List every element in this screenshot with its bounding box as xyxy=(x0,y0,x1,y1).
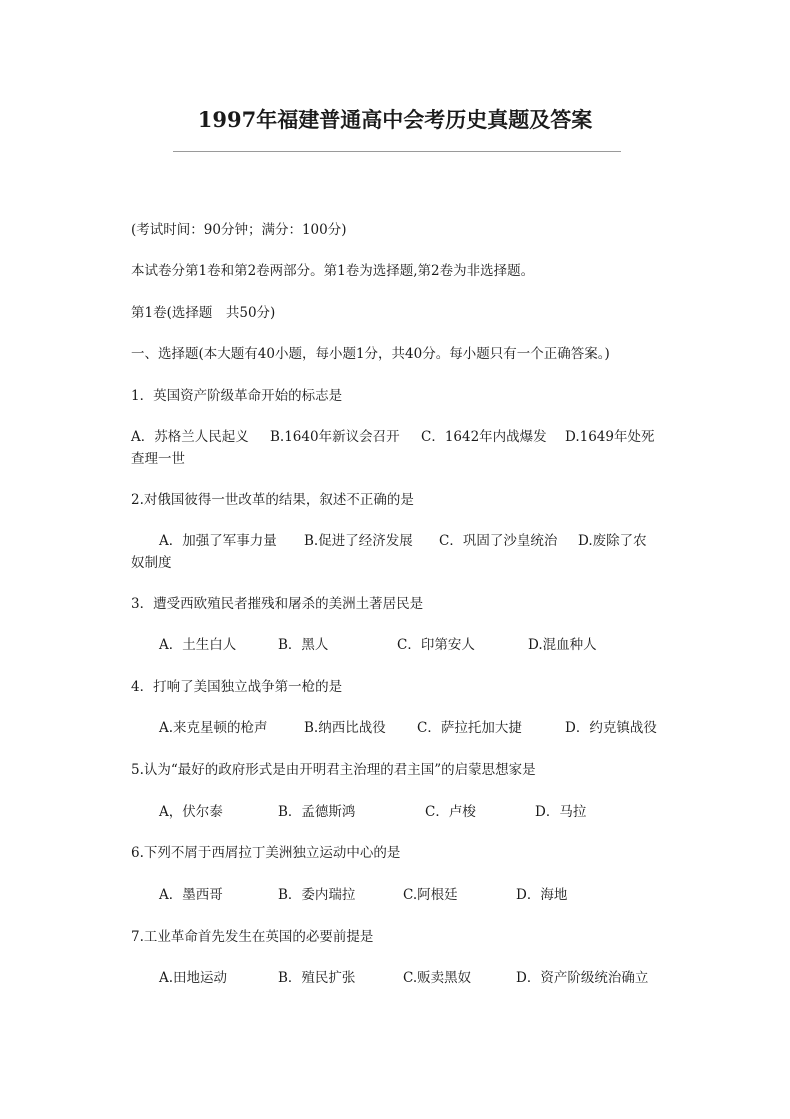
q7-option-c: C.贩卖黑奴 xyxy=(403,970,472,986)
q7-option-b: B．殖民扩张 xyxy=(278,970,356,986)
q6-option-c: C.阿根廷 xyxy=(403,887,458,903)
q5-option-c: C．卢梭 xyxy=(425,804,476,820)
q3-option-c: C．印第安人 xyxy=(397,637,475,653)
q7-option-d: D．资产阶级统治确立 xyxy=(516,970,649,986)
q1-option-d-continued: 查理一世 xyxy=(131,451,185,467)
q2-option-d: D.废除了农 xyxy=(578,533,647,549)
question-1: 1．英国资产阶级革命开始的标志是 xyxy=(131,388,343,404)
q5-option-a: A，伏尔泰 xyxy=(159,804,223,820)
q6-option-d: D．海地 xyxy=(516,887,568,903)
q3-option-a: A．土生白人 xyxy=(159,637,237,653)
exam-time: (考试时间：90分钟；满分：100分) xyxy=(131,222,347,238)
q5-option-d: D．马拉 xyxy=(535,804,587,820)
q3-option-d: D.混血种人 xyxy=(528,637,597,653)
q3-option-b: B．黑人 xyxy=(278,637,329,653)
q1-option-a: A．苏格兰人民起义 xyxy=(131,429,249,445)
q2-option-d-continued: 奴制度 xyxy=(131,555,172,571)
q5-option-b: B．孟德斯鸿 xyxy=(278,804,356,820)
q7-option-a: A.田地运动 xyxy=(159,970,228,986)
question-6: 6.下列不屑于西屑拉丁美洲独立运动中心的是 xyxy=(131,845,401,861)
part-1-heading: 第1卷(选择题 共50分) xyxy=(131,305,276,321)
q2-option-a: A．加强了军事力量 xyxy=(159,533,277,549)
q4-option-a: A.来克星顿的枪声 xyxy=(159,720,268,736)
q4-option-d: D．约克镇战役 xyxy=(565,720,657,736)
q2-option-c: C．巩固了沙皇统治 xyxy=(439,533,558,549)
question-2: 2.对俄国彼得一世改革的结果，叙述不正确的是 xyxy=(131,492,414,508)
question-5: 5.认为“最好的政府形式是由开明君主治理的君主国”的启蒙思想家是 xyxy=(131,762,536,778)
page-title: 1997年福建普通高中会考历史真题及答案 xyxy=(197,107,593,132)
q6-option-a: A．墨西哥 xyxy=(159,887,223,903)
q4-option-b: B.纳西比战役 xyxy=(304,720,386,736)
section-1-heading: 一、选择题(本大题有40小题，每小题1分，共40分。每小题只有一个正确答案。) xyxy=(131,346,610,362)
exam-structure: 本试卷分第1卷和第2卷两部分。第1卷为选择题,第2卷为非选择题。 xyxy=(131,263,535,279)
question-3: 3．遭受西欧殖民者摧残和屠杀的美洲土著居民是 xyxy=(131,596,424,612)
question-7: 7.工业革命首先发生在英国的必要前提是 xyxy=(131,929,374,945)
title-divider xyxy=(173,151,621,152)
q2-option-b: B.促进了经济发展 xyxy=(304,533,413,549)
q6-option-b: B．委内瑞拉 xyxy=(278,887,356,903)
q1-option-d: D.1649年处死 xyxy=(565,429,655,445)
q1-option-b: B.1640年新议会召开 xyxy=(270,429,400,445)
question-4: 4．打响了美国独立战争第一枪的是 xyxy=(131,679,343,695)
q1-option-c: C．1642年内战爆发 xyxy=(421,429,547,445)
q4-option-c: C．萨拉托加大捷 xyxy=(417,720,522,736)
